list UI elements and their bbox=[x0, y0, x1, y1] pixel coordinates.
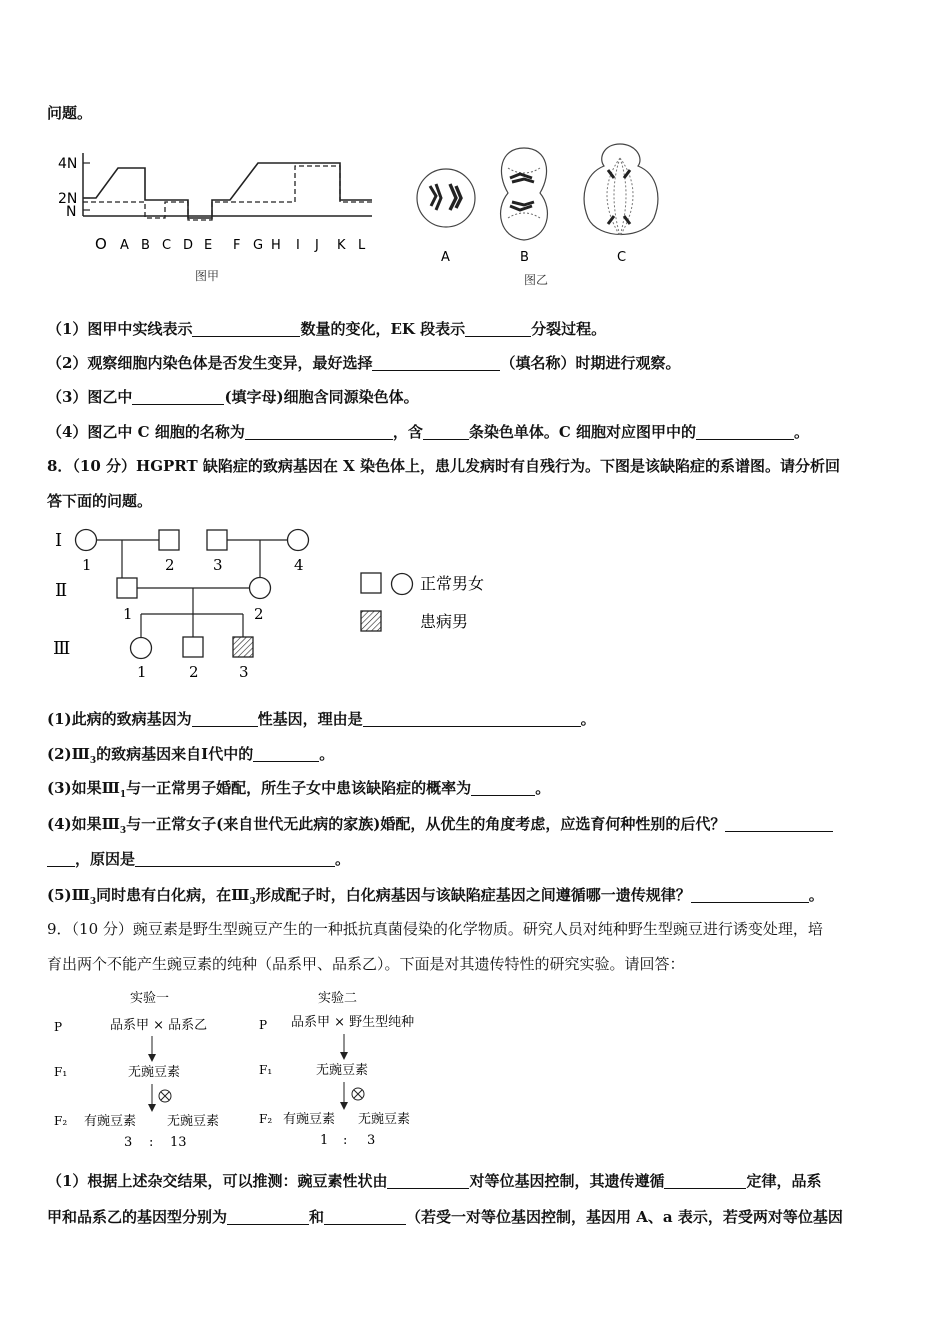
experiment-diagram bbox=[50, 988, 450, 1153]
q9-heading-line2: 育出两个不能产生豌豆素的纯种（品系甲、品系乙）。下面是对其遗传特性的研究实验。请回答： bbox=[47, 955, 685, 973]
y-label-n: N bbox=[66, 204, 77, 220]
x-tick-label: D bbox=[183, 238, 194, 253]
x-tick-labels bbox=[95, 235, 366, 253]
x-tick-label: J bbox=[315, 238, 319, 253]
legend-normal-female bbox=[392, 574, 413, 595]
svg-text:2: 2 bbox=[254, 605, 264, 623]
x-tick-label: G bbox=[253, 238, 264, 253]
experiment-2 bbox=[259, 991, 414, 1148]
q9-item-1: （1）根据上述杂交结果，可以推测：豌豆素性状由 对等位基因控制，其遗传遵循 定律，品系 bbox=[47, 1172, 822, 1190]
answer-blank[interactable] bbox=[387, 1171, 469, 1189]
exp2-ratio-colon: : bbox=[343, 1133, 348, 1148]
svg-text:1: 1 bbox=[82, 556, 92, 574]
exp2-title: 实验二 bbox=[318, 991, 358, 1006]
answer-blank[interactable] bbox=[227, 1207, 309, 1225]
figure-yi-caption: 图乙 bbox=[524, 273, 549, 287]
svg-text:2: 2 bbox=[165, 556, 175, 574]
dashed-line-series bbox=[83, 166, 372, 220]
pedigree-III2-male bbox=[183, 637, 203, 657]
pedigree-I3-male bbox=[207, 530, 227, 550]
cell-label-c: C bbox=[617, 250, 627, 265]
q8-item-2: $(2)Ⅲ_3$的致病基因来自Ⅰ代中的 。 bbox=[47, 745, 335, 766]
q7-item-4: （4）图乙中 C 细胞的名称为 ，含 条染色单体。C 细胞对应图甲中的 。 bbox=[47, 423, 810, 441]
exp2-f2-label: F₂ bbox=[259, 1112, 273, 1126]
x-tick-label: C bbox=[162, 238, 172, 253]
pedigree-II2-female bbox=[250, 578, 271, 599]
svg-text:1: 1 bbox=[137, 663, 147, 681]
q8-item-3: (3)如果$Ⅲ_1$与一正常男子婚配，所生子女中患该缺陷症的概率为 。 bbox=[47, 779, 551, 800]
exp1-f1-phenotype: 无豌豆素 bbox=[128, 1065, 181, 1080]
answer-blank[interactable] bbox=[465, 319, 531, 337]
exp1-ratio-a: 3 bbox=[124, 1135, 133, 1150]
answer-blank[interactable] bbox=[47, 849, 75, 867]
pedigree-II1-male bbox=[117, 578, 137, 598]
q7-item-3: （3）图乙中 (填字母)细胞含同源染色体。 bbox=[47, 388, 419, 406]
legend-normal-male bbox=[361, 573, 381, 593]
exp2-f2-without: 无豌豆素 bbox=[358, 1112, 411, 1127]
x-tick-label: E bbox=[204, 238, 213, 253]
cell-a bbox=[417, 169, 475, 227]
answer-blank[interactable] bbox=[471, 778, 535, 796]
experiment-1 bbox=[54, 991, 219, 1150]
exp1-f1-label: F₁ bbox=[54, 1065, 68, 1079]
answer-blank[interactable] bbox=[192, 709, 258, 727]
q8-item-1: (1)此病的致病基因为 性基因，理由是 。 bbox=[47, 710, 596, 728]
cell-c bbox=[584, 144, 658, 236]
answer-blank[interactable] bbox=[696, 422, 794, 440]
legend-normal-label: 正常男女 bbox=[420, 574, 485, 593]
exp2-f1-phenotype: 无豌豆素 bbox=[316, 1063, 369, 1078]
exp1-f2-label: F₂ bbox=[54, 1114, 68, 1128]
answer-blank[interactable] bbox=[253, 744, 319, 762]
answer-blank[interactable] bbox=[664, 1171, 746, 1189]
x-tick-label: F bbox=[233, 238, 241, 253]
exp2-cross: 品系甲 × 野生型纯种 bbox=[291, 1015, 415, 1030]
generation-3: Ⅲ bbox=[53, 638, 71, 659]
q8-heading-line2: 答下面的问题。 bbox=[47, 492, 153, 510]
answer-blank[interactable] bbox=[691, 885, 809, 903]
x-tick-label: O bbox=[95, 235, 107, 253]
x-tick-label: I bbox=[296, 238, 300, 253]
cell-label-a: A bbox=[441, 250, 450, 265]
x-tick-label: L bbox=[358, 238, 366, 253]
answer-blank[interactable] bbox=[363, 709, 581, 727]
answer-blank[interactable] bbox=[135, 849, 335, 867]
svg-text:2: 2 bbox=[189, 663, 199, 681]
exp2-f1-label: F₁ bbox=[259, 1063, 273, 1077]
figure-jia-chart bbox=[50, 148, 380, 283]
answer-blank[interactable] bbox=[372, 353, 500, 371]
svg-text:1: 1 bbox=[123, 605, 133, 623]
svg-text:4: 4 bbox=[294, 556, 304, 574]
x-tick-label: H bbox=[271, 238, 281, 253]
exp2-ratio-b: 3 bbox=[367, 1133, 376, 1148]
pedigree-III3-affected-male bbox=[233, 637, 253, 657]
pedigree-III1-female bbox=[131, 638, 152, 659]
answer-blank[interactable] bbox=[245, 422, 393, 440]
legend-affected-label: 患病男 bbox=[420, 612, 469, 631]
y-label-4n: 4N bbox=[58, 156, 78, 172]
answer-blank[interactable] bbox=[132, 387, 224, 405]
x-tick-label: B bbox=[141, 238, 150, 253]
exp2-f2-with: 有豌豆素 bbox=[283, 1112, 336, 1127]
solid-line-series bbox=[83, 163, 372, 218]
exp1-f2-without: 无豌豆素 bbox=[167, 1114, 220, 1129]
exp2-p-label: P bbox=[259, 1018, 268, 1032]
answer-blank[interactable] bbox=[725, 814, 833, 832]
answer-blank[interactable] bbox=[324, 1207, 406, 1225]
pedigree-I2-male bbox=[159, 530, 179, 550]
q9-item-1-cont: 甲和品系乙的基因型分别为 和 （若受一对等位基因控制，基因用 A、a 表示，若受两对等位基因 bbox=[47, 1208, 843, 1226]
q8-heading-line1: 8．（10 分）HGPRT 缺陷症的致病基因在 X 染色体上，患儿发病时有自残行为。下图是该缺陷症的系谱图。请分析回 bbox=[47, 457, 840, 475]
exp1-cross: 品系甲 × 品系乙 bbox=[110, 1018, 208, 1033]
legend-affected-male bbox=[361, 611, 381, 631]
q9-heading-line1: 9．（10 分）豌豆素是野生型豌豆产生的一种抵抗真菌侵染的化学物质。研究人员对纯种野生型豌豆进行诱变处理，培 bbox=[47, 920, 823, 938]
exp2-ratio-a: 1 bbox=[320, 1133, 329, 1148]
answer-blank[interactable] bbox=[192, 319, 300, 337]
cell-b bbox=[501, 148, 548, 240]
intro-text: 问题。 bbox=[47, 104, 93, 122]
exp1-title: 实验一 bbox=[130, 991, 170, 1006]
pedigree-I1-female bbox=[76, 530, 97, 551]
y-label-2n: 2N bbox=[58, 191, 78, 207]
exp1-ratio-b: 13 bbox=[170, 1135, 187, 1150]
x-tick-label: K bbox=[337, 238, 346, 253]
exp1-ratio-colon: : bbox=[149, 1135, 154, 1150]
pedigree-I4-female bbox=[288, 530, 309, 551]
exp1-p-label: P bbox=[54, 1020, 63, 1034]
figure-jia-caption: 图甲 bbox=[195, 269, 220, 283]
answer-blank[interactable] bbox=[423, 422, 469, 440]
cell-label-b: B bbox=[520, 250, 529, 265]
pedigree-chart bbox=[50, 522, 500, 687]
generation-2: Ⅱ bbox=[55, 580, 68, 601]
exp1-f2-with: 有豌豆素 bbox=[84, 1114, 137, 1129]
figure-yi-cells bbox=[408, 138, 670, 288]
generation-1: Ⅰ bbox=[55, 530, 63, 551]
svg-text:3: 3 bbox=[213, 556, 223, 574]
q8-item-4: (4)如果$Ⅲ_3$与一正常女子(来自世代无此病的家族)婚配，从优生的角度考虑，应选育何种性别的后代？ bbox=[47, 813, 910, 842]
q7-item-1: （1）图甲中实线表示 数量的变化，EK 段表示 分裂过程。 bbox=[47, 320, 607, 338]
q8-item-4-cont: ，原因是 。 bbox=[47, 848, 910, 870]
x-tick-label: A bbox=[120, 238, 129, 253]
q8-item-5: $(5)Ⅲ_3$同时患有白化病，在$Ⅲ_3$形成配子时，白化病基因与该缺陷症基因之间遵循哪一遗传规律？ 。 bbox=[47, 886, 824, 907]
q7-item-2: （2）观察细胞内染色体是否发生变异，最好选择 （填名称）时期进行观察。 bbox=[47, 354, 681, 372]
svg-text:3: 3 bbox=[239, 663, 249, 681]
